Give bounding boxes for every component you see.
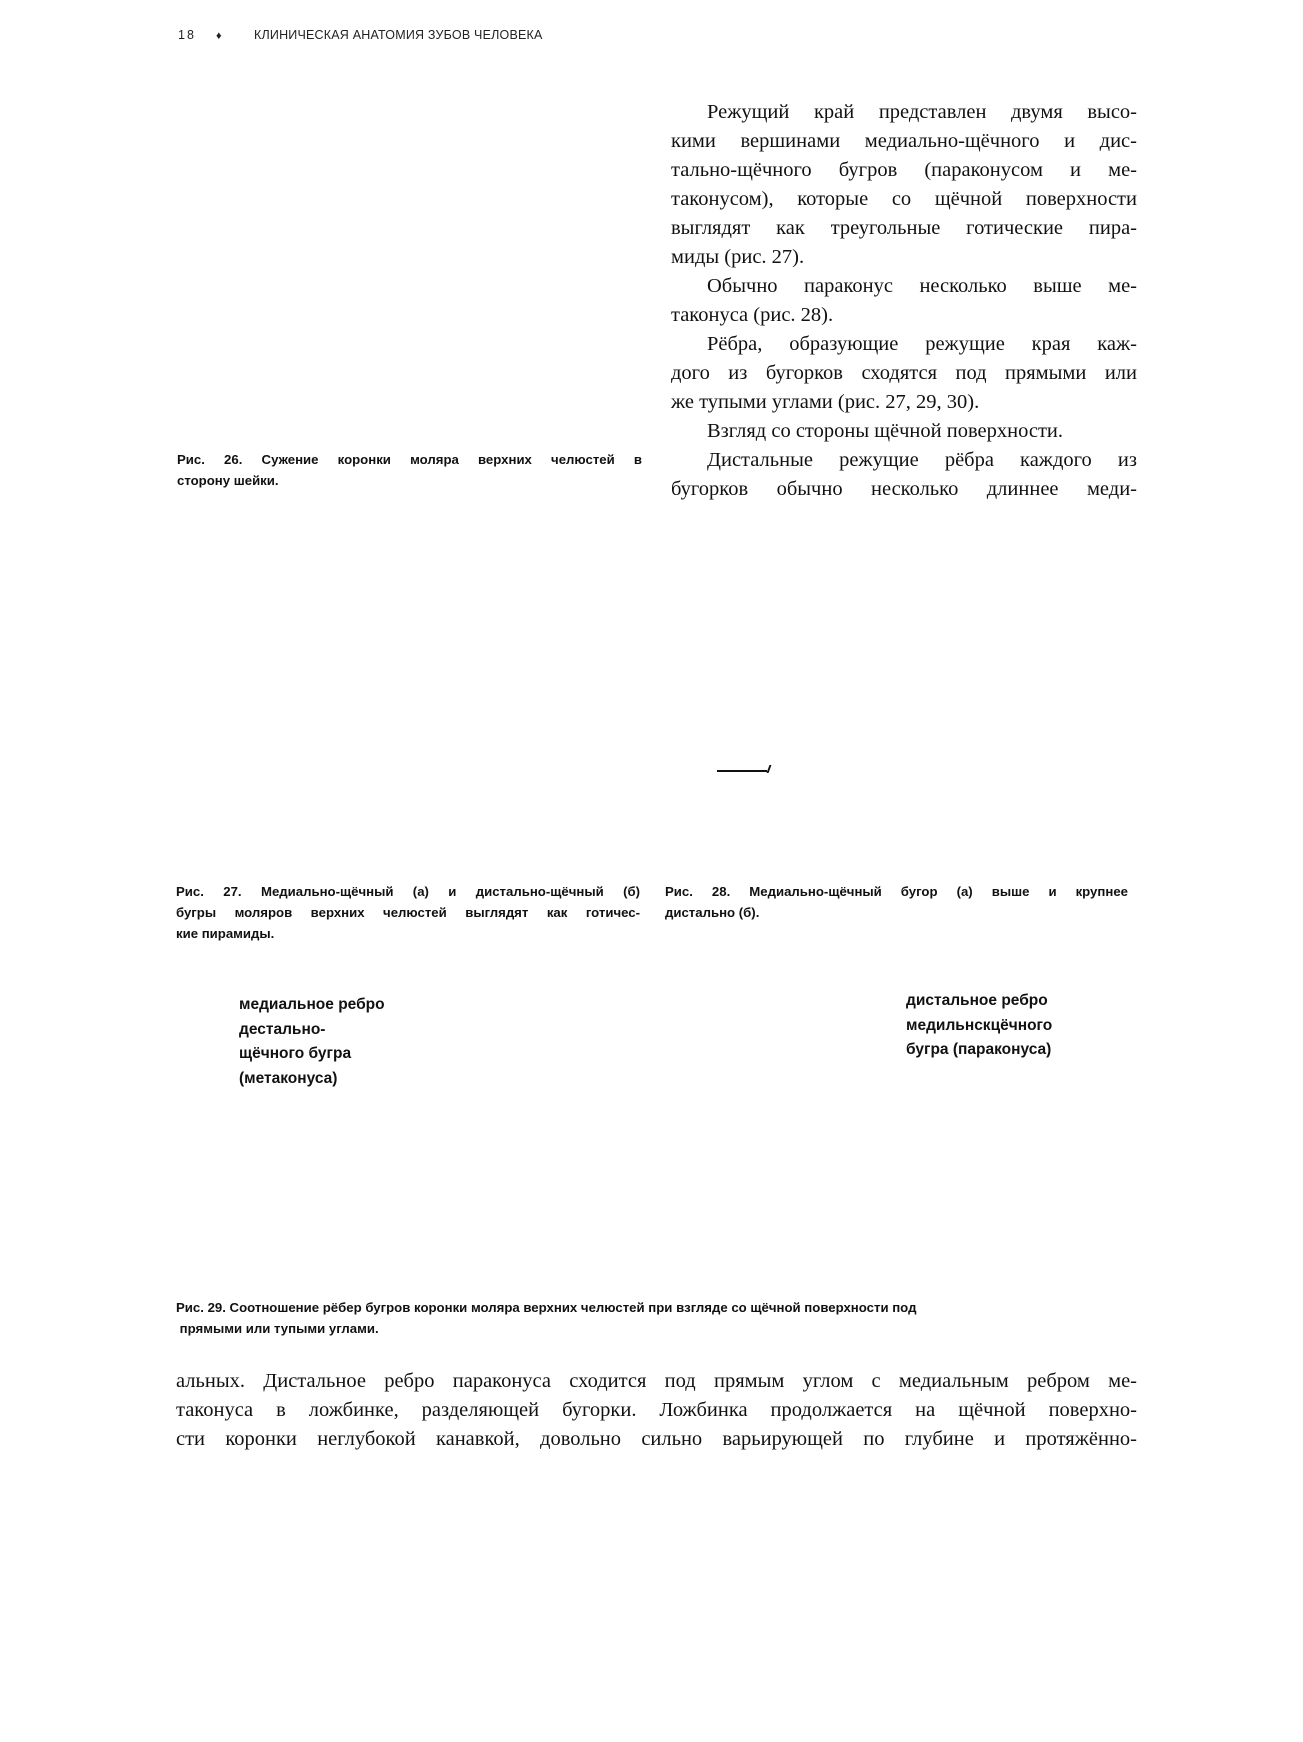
figure-29-label-left	[239, 993, 385, 1091]
text-line: таконуса (рис. 28).	[671, 304, 834, 326]
text-line: сти коронки неглубокой канавкой, довольно сильно варьирующей по глубине и протяжённо-	[176, 1428, 1137, 1450]
text-line: таконуса в ложбинке, разделяющей бугорки. Ложбинка продолжается на щёчной поверхно-	[176, 1399, 1137, 1421]
label-line: дестально-	[239, 1020, 326, 1038]
figure-29-caption	[176, 1297, 1086, 1339]
caption-line: бугры моляров верхних челюстей выглядят как готичес-	[176, 905, 640, 920]
paragraph	[671, 98, 1137, 272]
label-line: дистальное ребро	[906, 992, 1048, 1009]
caption-line: дистально (б).	[665, 905, 760, 920]
paragraph	[671, 272, 1137, 330]
caption-line: сторону шейки.	[177, 473, 279, 488]
book-title: КЛИНИЧЕСКАЯ АНАТОМИЯ ЗУБОВ ЧЕЛОВЕКА	[254, 28, 543, 42]
label-line: (метаконуса)	[239, 1069, 338, 1087]
text-line: Режущий край представлен двумя высо-	[707, 101, 1137, 123]
caption-line: Рис. 28. Медиально-щёчный бугор (а) выше и крупнее	[665, 884, 1128, 899]
text-line: миды (рис. 27).	[671, 246, 805, 268]
text-line: кими вершинами медиально-щёчного и дис-	[671, 130, 1137, 152]
text-line: Обычно параконус несколько выше ме-	[707, 275, 1137, 297]
figure-28-mark	[717, 770, 767, 772]
text-line: тально-щёчного бугров (параконусом и ме-	[671, 159, 1137, 181]
text-line: альных. Дистальное ребро параконуса сходится под прямым углом с медиальным ребром ме-	[176, 1370, 1137, 1392]
caption-line: Рис. 26. Сужение коронки моляра верхних челюстей в	[177, 452, 642, 467]
caption-line: Рис. 27. Медиально-щёчный (а) и дистально-щёчный (б)	[176, 884, 640, 899]
text-line: Рёбра, образующие режущие края каж-	[707, 333, 1137, 355]
text-line: же тупыми углами (рис. 27, 29, 30).	[671, 391, 980, 413]
bottom-body-text	[176, 1367, 1137, 1454]
figure-27-caption	[176, 881, 640, 944]
text-line: выглядят как треугольные готические пира-	[671, 217, 1137, 239]
text-line: Дистальные режущие рёбра каждого из	[707, 449, 1137, 471]
caption-line: Рис. 29. Соотношение рёбер бугров коронки моляра верхних челюстей при взгляде со щёчной поверхности под	[176, 1300, 917, 1315]
text-line: Взгляд со стороны щёчной поверхности.	[707, 420, 1064, 442]
text-line: таконусом), которые со щёчной поверхности	[671, 188, 1137, 210]
caption-line: прямыми или тупыми углами.	[176, 1321, 379, 1336]
paragraph	[671, 446, 1137, 504]
label-line: бугра (параконуса)	[906, 1041, 1052, 1058]
label-line: медильнскцёчного	[906, 1016, 1053, 1034]
paragraph	[671, 417, 1137, 446]
page-number: 18	[178, 28, 196, 42]
figure-29-label-right	[906, 989, 1052, 1063]
figure-26-caption	[177, 449, 642, 491]
running-header	[178, 28, 543, 42]
caption-line: кие пирамиды.	[176, 926, 275, 941]
right-column-text	[671, 98, 1137, 504]
diamond-separator-icon: ♦	[216, 30, 222, 42]
label-line: щёчного бугра	[239, 1045, 352, 1062]
text-line: дого из бугорков сходятся под прямыми или	[671, 362, 1137, 384]
figure-28-caption	[665, 881, 1128, 923]
text-line: бугорков обычно несколько длиннее меди-	[671, 478, 1137, 500]
figure-28-tick	[767, 765, 772, 773]
label-line: медиальное ребро	[239, 996, 385, 1013]
paragraph	[671, 330, 1137, 417]
